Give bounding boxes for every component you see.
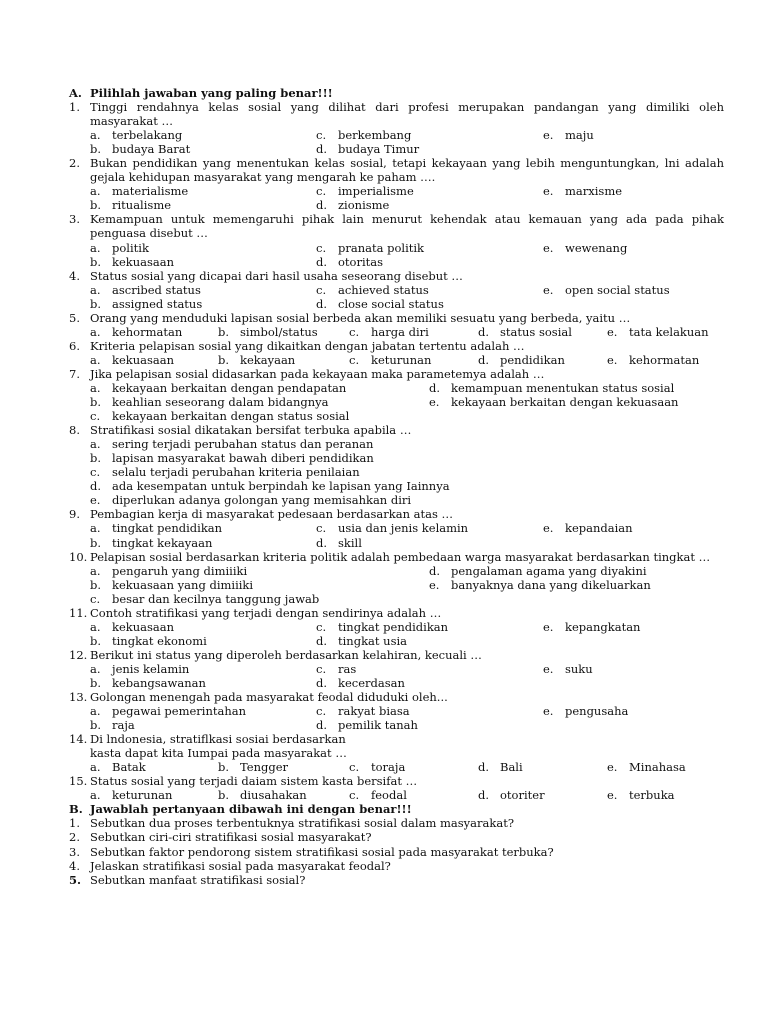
question-stem-line bbox=[69, 156, 724, 170]
option-letter: e. bbox=[543, 521, 554, 536]
question-text: Pelapisan sosial berdasarkan kriteria politik adalah pembedaan warga masyarakat berdasarkan tingkat … bbox=[90, 549, 711, 564]
options-row bbox=[69, 634, 724, 648]
option-text: kepandaian bbox=[565, 521, 633, 536]
option-text: achieved status bbox=[338, 282, 429, 297]
options-row bbox=[69, 142, 724, 156]
question-stem-line bbox=[69, 550, 724, 564]
option-letter: d. bbox=[316, 718, 328, 733]
option-letter: b. bbox=[90, 142, 102, 157]
option-letter: a. bbox=[90, 380, 101, 395]
question-stem-line bbox=[69, 690, 724, 704]
question-stem-line bbox=[69, 100, 724, 114]
options-row bbox=[69, 676, 724, 690]
options-row bbox=[69, 521, 724, 535]
option-text: diusahakan bbox=[240, 788, 307, 803]
option-letter: c. bbox=[316, 661, 327, 676]
question-text: Sebutkan ciri-ciri stratifikasi sosial masyarakat? bbox=[90, 830, 372, 845]
question-stem-line bbox=[69, 746, 724, 760]
option-text: kekuasaan bbox=[112, 352, 175, 367]
options-row bbox=[69, 564, 724, 578]
question-number: 5. bbox=[69, 310, 80, 325]
option-letter: d. bbox=[429, 563, 441, 578]
options-row bbox=[69, 788, 724, 802]
essay-question bbox=[69, 830, 724, 844]
option-letter: a. bbox=[90, 352, 101, 367]
option-text: berkembang bbox=[338, 128, 412, 143]
question-stem-line bbox=[69, 732, 724, 746]
option-letter: b. bbox=[218, 788, 230, 803]
option-text: sering terjadi perubahan status dan peranan bbox=[112, 437, 374, 452]
option-text: rakyat biasa bbox=[338, 704, 410, 719]
worksheet bbox=[69, 86, 724, 887]
option-letter: a. bbox=[90, 661, 101, 676]
question-text: Status sosial yang terjadi daiam sistem kasta bersifat … bbox=[90, 774, 418, 789]
option-text: pendidikan bbox=[500, 352, 565, 367]
option-text: pemilik tanah bbox=[338, 718, 418, 733]
option-text: pengusaha bbox=[565, 704, 629, 719]
option-text: harga diri bbox=[371, 324, 429, 339]
option-letter: b. bbox=[218, 324, 230, 339]
options-row bbox=[69, 662, 724, 676]
section-header bbox=[69, 86, 724, 100]
option-text: kekuasaan yang dimiiiki bbox=[112, 577, 254, 592]
option-letter: d. bbox=[478, 324, 490, 339]
option-text: tingkat pendidikan bbox=[112, 521, 223, 536]
question-text: Tinggi rendahnya kelas sosial yang dilihat dari profesi merupakan pandangan yang dimiliki oleh bbox=[90, 100, 724, 115]
options-row bbox=[69, 760, 724, 774]
option-letter: a. bbox=[90, 184, 101, 199]
option-text: Batak bbox=[112, 760, 146, 775]
option-letter: c. bbox=[316, 521, 327, 536]
option-letter: e. bbox=[543, 184, 554, 199]
option-letter: b. bbox=[90, 675, 102, 690]
option-letter: d. bbox=[316, 633, 328, 648]
option-text: besar dan kecilnya tanggung jawab bbox=[112, 591, 320, 606]
question-stem-line bbox=[69, 226, 724, 240]
option-letter: a. bbox=[90, 760, 101, 775]
essay-question bbox=[69, 859, 724, 873]
question-text: penguasa disebut … bbox=[90, 226, 208, 241]
option-text: ada kesempatan untuk berpindah ke lapisan yang Iainnya bbox=[112, 479, 450, 494]
options-row bbox=[69, 620, 724, 634]
option-text: imperialisme bbox=[338, 184, 414, 199]
question-number: 11. bbox=[69, 605, 88, 620]
option-letter: c. bbox=[349, 324, 360, 339]
question-number: 2. bbox=[69, 156, 80, 171]
option-text: keturunan bbox=[112, 788, 173, 803]
options-row bbox=[69, 479, 724, 493]
question-stem-line bbox=[69, 648, 724, 662]
option-letter: b. bbox=[90, 633, 102, 648]
option-text: raja bbox=[112, 718, 135, 733]
question-number: 5. bbox=[69, 872, 82, 887]
question-text: Sebutkan faktor pendorong sistem stratifikasi sosial pada masyarakat terbuka? bbox=[90, 844, 554, 859]
option-text: banyaknya dana yang dikeluarkan bbox=[451, 577, 651, 592]
options-row bbox=[69, 198, 724, 212]
option-letter: e. bbox=[543, 704, 554, 719]
option-text: pengaruh yang dimiiiki bbox=[112, 563, 248, 578]
option-letter: d. bbox=[316, 198, 328, 213]
option-text: status sosial bbox=[500, 324, 572, 339]
question-number: 3. bbox=[69, 844, 80, 859]
option-text: kekuasaan bbox=[112, 254, 175, 269]
option-text: Minahasa bbox=[629, 760, 686, 775]
section-letter: B. bbox=[69, 802, 83, 817]
option-text: kekayaan bbox=[240, 352, 296, 367]
option-text: diperlukan adanya golongan yang memisahkan diri bbox=[112, 493, 412, 508]
options-row bbox=[69, 465, 724, 479]
question-number: 7. bbox=[69, 366, 80, 381]
question-text: Pembagian kerja di masyarakat pedesaan berdasarkan atas … bbox=[90, 507, 454, 522]
option-letter: a. bbox=[90, 128, 101, 143]
essay-question bbox=[69, 816, 724, 830]
option-letter: a. bbox=[90, 563, 101, 578]
option-text: materialisme bbox=[112, 184, 189, 199]
question-text: Kemampuan untuk memengaruhi pihak lain menurut kehendak atau kemauan yang ada pada pihak bbox=[90, 212, 724, 227]
option-text: pengalaman agama yang diyakini bbox=[451, 563, 647, 578]
options-row bbox=[69, 381, 724, 395]
question-stem-line bbox=[69, 311, 724, 325]
section-letter: A. bbox=[69, 86, 82, 100]
option-letter: a. bbox=[90, 240, 101, 255]
option-letter: b. bbox=[90, 296, 102, 311]
option-letter: b. bbox=[90, 577, 102, 592]
question-number: 3. bbox=[69, 212, 80, 227]
option-text: budaya Timur bbox=[338, 142, 420, 157]
option-letter: e. bbox=[543, 282, 554, 297]
question-stem-line bbox=[69, 339, 724, 353]
question-stem-line bbox=[69, 367, 724, 381]
question-text: kasta dapat kita Iumpai pada masyarakat … bbox=[90, 746, 347, 761]
option-letter: e. bbox=[543, 128, 554, 143]
essay-question bbox=[69, 845, 724, 859]
question-number: 4. bbox=[69, 268, 80, 283]
options-row bbox=[69, 409, 724, 423]
essay-question bbox=[69, 873, 724, 887]
option-text: skill bbox=[338, 535, 362, 550]
option-letter: d. bbox=[478, 760, 490, 775]
options-row bbox=[69, 718, 724, 732]
option-letter: c. bbox=[316, 184, 327, 199]
option-letter: b. bbox=[90, 718, 102, 733]
option-text: ascribed status bbox=[112, 282, 201, 297]
question-text: Bukan pendidikan yang menentukan kelas sosial, tetapi kekayaan yang lebih menguntungkan, lni adalah bbox=[90, 156, 724, 171]
option-letter: b. bbox=[90, 395, 102, 410]
option-letter: d. bbox=[316, 535, 328, 550]
option-text: kekuasaan bbox=[112, 619, 175, 634]
option-letter: e. bbox=[429, 577, 440, 592]
option-text: terbelakang bbox=[112, 128, 183, 143]
option-letter: d. bbox=[90, 479, 102, 494]
option-text: usia dan jenis kelamin bbox=[338, 521, 469, 536]
option-text: marxisme bbox=[565, 184, 623, 199]
option-letter: e. bbox=[543, 240, 554, 255]
option-letter: c. bbox=[316, 619, 327, 634]
option-text: tingkat usia bbox=[338, 633, 408, 648]
option-letter: a. bbox=[90, 619, 101, 634]
option-letter: a. bbox=[90, 521, 101, 536]
question-number: 2. bbox=[69, 830, 80, 845]
option-text: tingkat kekayaan bbox=[112, 535, 213, 550]
option-text: wewenang bbox=[565, 240, 628, 255]
question-number: 9. bbox=[69, 507, 80, 522]
question-number: 6. bbox=[69, 338, 80, 353]
question-text: gejala kehidupan masyarakat yang mengarah ke paham …. bbox=[90, 170, 436, 185]
question-text: masyarakat … bbox=[90, 114, 173, 129]
option-letter: c. bbox=[349, 760, 360, 775]
question-stem-line bbox=[69, 507, 724, 521]
option-text: simbol/status bbox=[240, 324, 318, 339]
option-text: kebangsawanan bbox=[112, 675, 206, 690]
question-text: Orang yang menduduki lapisan sosial berbeda akan memiliki sesuatu yang berbeda, yaitu … bbox=[90, 310, 631, 325]
question-number: 10. bbox=[69, 549, 88, 564]
option-letter: e. bbox=[607, 788, 618, 803]
option-text: selalu terjadi perubahan kriteria penilaian bbox=[112, 465, 360, 480]
options-row bbox=[69, 184, 724, 198]
option-letter: c. bbox=[90, 465, 101, 480]
options-row bbox=[69, 297, 724, 311]
option-text: kepangkatan bbox=[565, 619, 641, 634]
question-text: Berikut ini status yang diperoleh berdasarkan kelahiran, kecuali … bbox=[90, 647, 482, 662]
option-letter: e. bbox=[429, 395, 440, 410]
option-letter: e. bbox=[607, 760, 618, 775]
option-text: close social status bbox=[338, 296, 444, 311]
question-number: 4. bbox=[69, 858, 80, 873]
section-title: Pilihlah jawaban yang paling benar!!! bbox=[90, 86, 333, 100]
options-row bbox=[69, 493, 724, 507]
option-text: otoritas bbox=[338, 254, 384, 269]
option-text: kehormatan bbox=[629, 352, 700, 367]
question-stem-line bbox=[69, 212, 724, 226]
option-letter: d. bbox=[316, 142, 328, 157]
option-letter: a. bbox=[90, 324, 101, 339]
option-letter: d. bbox=[478, 788, 490, 803]
option-text: ras bbox=[338, 661, 357, 676]
option-text: kecerdasan bbox=[338, 675, 405, 690]
option-text: kehormatan bbox=[112, 324, 183, 339]
option-text: open social status bbox=[565, 282, 670, 297]
option-text: assigned status bbox=[112, 296, 203, 311]
option-letter: c. bbox=[316, 128, 327, 143]
question-number: 8. bbox=[69, 423, 80, 438]
option-text: otoriter bbox=[500, 788, 545, 803]
options-row bbox=[69, 536, 724, 550]
options-row bbox=[69, 578, 724, 592]
option-text: kekayaan berkaitan dengan kekuasaan bbox=[451, 395, 679, 410]
question-number: 13. bbox=[69, 690, 88, 705]
option-letter: b. bbox=[90, 198, 102, 213]
option-letter: a. bbox=[90, 437, 101, 452]
option-text: politik bbox=[112, 240, 149, 255]
option-text: feodal bbox=[371, 788, 407, 803]
options-row bbox=[69, 395, 724, 409]
option-letter: d. bbox=[316, 675, 328, 690]
question-text: Kriteria pelapisan sosial yang dikaitkan dengan jabatan tertentu adalah … bbox=[90, 338, 525, 353]
option-text: lapisan masyarakat bawah diberi pendidikan bbox=[112, 451, 374, 466]
option-letter: c. bbox=[316, 282, 327, 297]
option-text: kemampuan menentukan status sosial bbox=[451, 380, 675, 395]
question-text: Sebutkan manfaat stratifikasi sosial? bbox=[90, 872, 306, 887]
question-text: Status sosial yang dicapai dari hasil usaha seseorang disebut … bbox=[90, 268, 463, 283]
question-text: Contoh stratifikasi yang terjadi dengan sendirinya adalah … bbox=[90, 605, 442, 620]
option-letter: a. bbox=[90, 788, 101, 803]
section-header bbox=[69, 802, 724, 816]
option-text: pegawai pemerintahan bbox=[112, 704, 247, 719]
option-letter: b. bbox=[90, 535, 102, 550]
option-text: Tengger bbox=[240, 760, 289, 775]
option-letter: c. bbox=[349, 352, 360, 367]
options-row bbox=[69, 255, 724, 269]
option-letter: e. bbox=[543, 619, 554, 634]
option-letter: c. bbox=[316, 240, 327, 255]
option-text: keturunan bbox=[371, 352, 432, 367]
option-letter: b. bbox=[218, 352, 230, 367]
question-number: 14. bbox=[69, 732, 88, 747]
question-text: Di lndonesia, stratiflkasi sosiai berdasarkan bbox=[90, 732, 346, 747]
option-letter: c. bbox=[90, 591, 101, 606]
option-letter: e. bbox=[607, 352, 618, 367]
question-number: 1. bbox=[69, 816, 80, 831]
option-letter: d. bbox=[429, 380, 441, 395]
question-stem-line bbox=[69, 423, 724, 437]
options-row bbox=[69, 451, 724, 465]
options-row bbox=[69, 704, 724, 718]
question-stem-line bbox=[69, 114, 724, 128]
question-number: 1. bbox=[69, 100, 80, 115]
option-text: toraja bbox=[371, 760, 406, 775]
option-text: tata kelakuan bbox=[629, 324, 709, 339]
option-text: budaya Barat bbox=[112, 142, 191, 157]
option-text: keahlian seseorang dalam bidangnya bbox=[112, 395, 329, 410]
option-text: tingkat ekonomi bbox=[112, 633, 207, 648]
question-text: Golongan menengah pada masyarakat feodal diduduki oleh... bbox=[90, 690, 448, 705]
question-stem-line bbox=[69, 606, 724, 620]
option-text: suku bbox=[565, 661, 593, 676]
option-letter: b. bbox=[218, 760, 230, 775]
option-text: tingkat pendidikan bbox=[338, 619, 449, 634]
question-number: 15. bbox=[69, 774, 88, 789]
options-row bbox=[69, 241, 724, 255]
option-letter: b. bbox=[90, 451, 102, 466]
option-text: pranata politik bbox=[338, 240, 425, 255]
question-stem-line bbox=[69, 774, 724, 788]
option-letter: c. bbox=[316, 704, 327, 719]
question-number: 12. bbox=[69, 647, 88, 662]
option-letter: d. bbox=[316, 296, 328, 311]
question-text: Stratifikasi sosial dikatakan bersifat terbuka apabila … bbox=[90, 423, 412, 438]
option-text: kekayaan berkaitan dengan status sosial bbox=[112, 409, 350, 424]
question-text: Jika pelapisan sosial didasarkan pada kekayaan maka parametemya adalah … bbox=[90, 366, 545, 381]
option-text: maju bbox=[565, 128, 594, 143]
option-text: zionisme bbox=[338, 198, 390, 213]
option-letter: c. bbox=[349, 788, 360, 803]
options-row bbox=[69, 283, 724, 297]
option-letter: a. bbox=[90, 704, 101, 719]
option-letter: d. bbox=[478, 352, 490, 367]
option-letter: e. bbox=[543, 661, 554, 676]
option-letter: c. bbox=[90, 409, 101, 424]
option-text: kekayaan berkaitan dengan pendapatan bbox=[112, 380, 347, 395]
option-text: Bali bbox=[500, 760, 523, 775]
options-row bbox=[69, 128, 724, 142]
section-title: Jawablah pertanyaan dibawah ini dengan benar!!! bbox=[90, 802, 412, 817]
question-stem-line bbox=[69, 170, 724, 184]
options-row bbox=[69, 437, 724, 451]
option-letter: a. bbox=[90, 282, 101, 297]
options-row bbox=[69, 353, 724, 367]
option-letter: e. bbox=[607, 324, 618, 339]
question-text: Jelaskan stratifikasi sosial pada masyarakat feodal? bbox=[90, 858, 391, 873]
option-letter: e. bbox=[90, 493, 101, 508]
question-stem-line bbox=[69, 269, 724, 283]
option-text: ritualisme bbox=[112, 198, 172, 213]
options-row bbox=[69, 592, 724, 606]
option-letter: d. bbox=[316, 254, 328, 269]
option-text: jenis kelamin bbox=[112, 661, 190, 676]
options-row bbox=[69, 325, 724, 339]
option-text: terbuka bbox=[629, 788, 675, 803]
question-text: Sebutkan dua proses terbentuknya stratifikasi sosial dalam masyarakat? bbox=[90, 816, 514, 831]
option-letter: b. bbox=[90, 254, 102, 269]
